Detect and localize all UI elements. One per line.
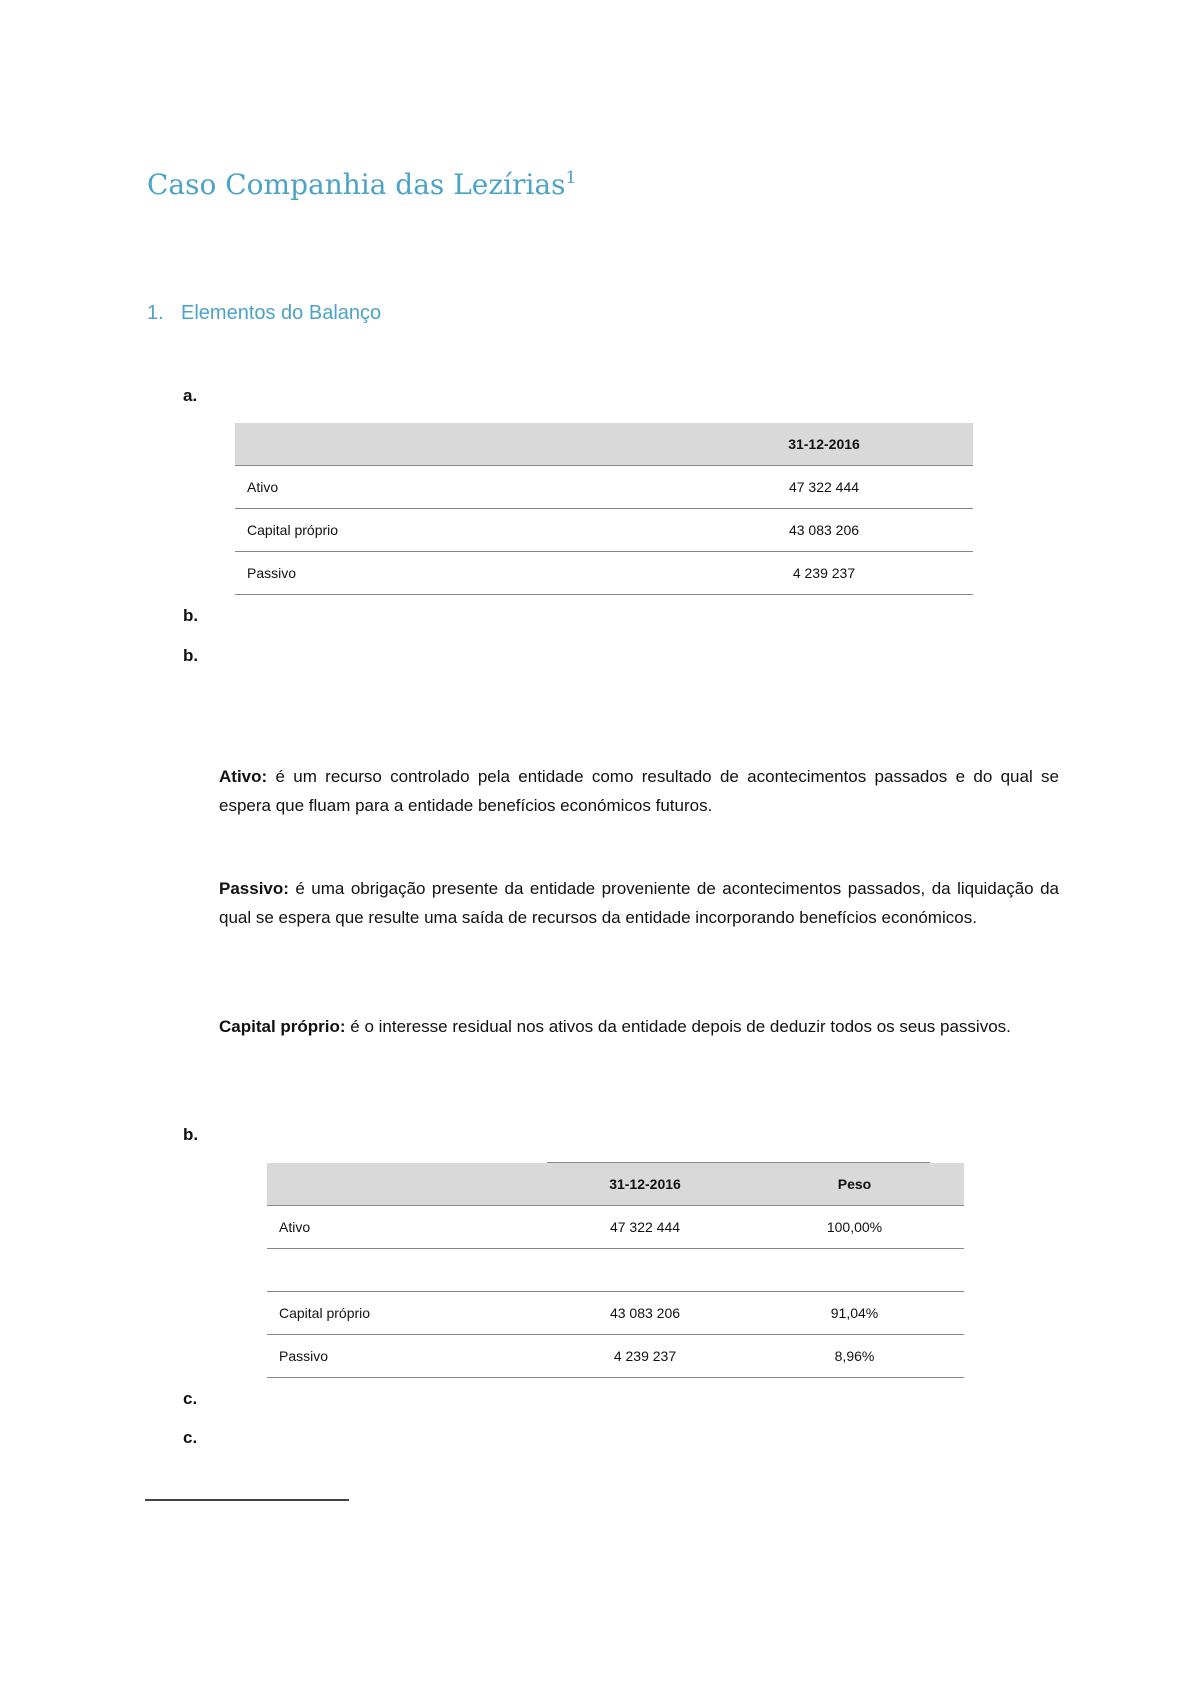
row-value	[545, 1249, 745, 1292]
table-header-cell	[235, 423, 675, 466]
row-name: Passivo	[235, 552, 675, 595]
table-header-row	[267, 1163, 964, 1206]
table-row	[267, 1335, 964, 1378]
title-text: Caso Companhia das Lezírias	[147, 168, 566, 201]
row-name: Ativo	[267, 1206, 545, 1249]
item-label-c: c.	[183, 1428, 198, 1447]
definition-text: é um recurso controlado pela entidade como resultado de acontecimentos passados e do qual se espera que fluam para a entidade benefícios económicos futuros.	[219, 767, 1059, 815]
table-row	[235, 509, 973, 552]
row-name: Ativo	[235, 466, 675, 509]
document-title	[147, 168, 576, 201]
row-value: 47 322 444	[545, 1206, 745, 1249]
definition-term: Passivo:	[219, 879, 289, 898]
balance-table	[235, 423, 973, 595]
row-weight: 91,04%	[745, 1292, 964, 1335]
table-header-cell: 31-12-2016	[675, 423, 973, 466]
row-weight	[745, 1249, 964, 1292]
section-title: Elementos do Balanço	[181, 302, 382, 324]
item-label-b: b.	[183, 646, 199, 665]
row-value: 47 322 444	[675, 466, 973, 509]
row-value: 43 083 206	[675, 509, 973, 552]
table-header-cell: Peso	[745, 1163, 964, 1206]
definition-term: Ativo:	[219, 767, 268, 786]
row-value: 4 239 237	[545, 1335, 745, 1378]
item-label-a: a.	[183, 386, 198, 405]
balance-weight-table	[267, 1163, 964, 1378]
row-weight: 8,96%	[745, 1335, 964, 1378]
table-row	[235, 552, 973, 595]
row-name: Capital próprio	[235, 509, 675, 552]
definition-term: Capital próprio:	[219, 1017, 346, 1036]
section-heading	[147, 302, 381, 325]
table-row	[235, 466, 973, 509]
row-value: 4 239 237	[675, 552, 973, 595]
definition-capital-proprio	[219, 1012, 1059, 1041]
definition-text: é uma obrigação presente da entidade proveniente de acontecimentos passados, da liquidação da qual se espera que resulte uma saída de recursos da entidade incorporando benefícios económicos.	[219, 879, 1059, 927]
section-number: 1.	[147, 302, 164, 324]
definition-passivo	[219, 874, 1059, 932]
table-row	[267, 1206, 964, 1249]
item-label-c: c.	[183, 1389, 198, 1408]
footnote-separator	[145, 1499, 349, 1501]
table-header-cell: 31-12-2016	[545, 1163, 745, 1206]
title-footnote-mark: 1	[565, 168, 577, 188]
item-label-b: b.	[183, 606, 199, 625]
table-header-cell	[267, 1163, 545, 1206]
row-name	[267, 1249, 545, 1292]
row-name: Passivo	[267, 1335, 545, 1378]
definition-ativo	[219, 762, 1059, 820]
table-header-row	[235, 423, 973, 466]
item-label-b: b.	[183, 1125, 199, 1144]
table-row	[267, 1249, 964, 1292]
table-row	[267, 1292, 964, 1335]
row-value: 43 083 206	[545, 1292, 745, 1335]
row-weight: 100,00%	[745, 1206, 964, 1249]
row-name: Capital próprio	[267, 1292, 545, 1335]
definition-text: é o interesse residual nos ativos da entidade depois de deduzir todos os seus passivos.	[350, 1017, 1011, 1036]
